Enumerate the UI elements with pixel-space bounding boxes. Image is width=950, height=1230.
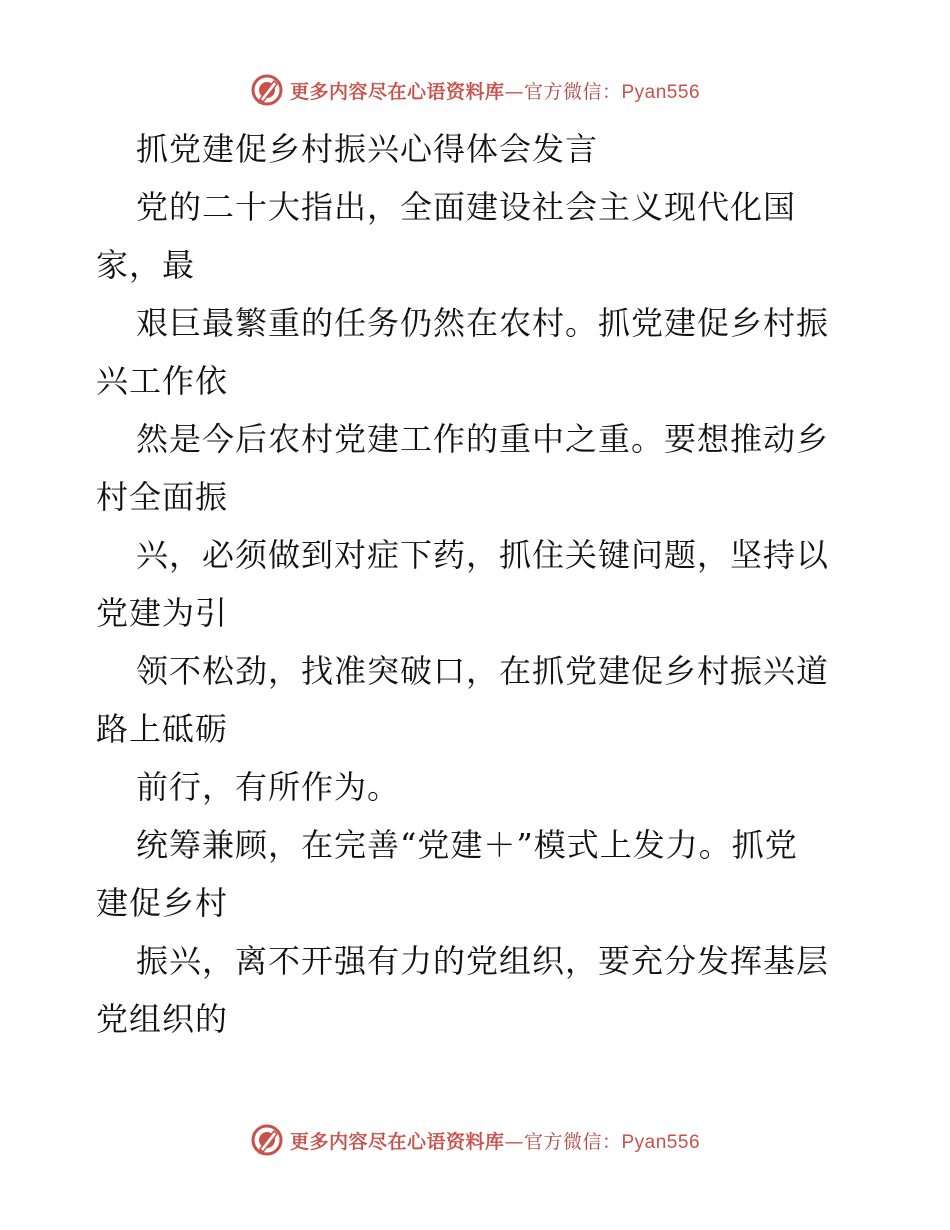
paragraph-line: 振兴，离不开强有力的党组织，要充分发挥基层 <box>136 942 830 980</box>
watermark-wechat-label: 官方微信： <box>523 1130 622 1153</box>
paragraph-line: 统筹兼顾，在完善“党建＋”模式上发力。抓党 <box>136 826 798 864</box>
paragraph-line: 党建为引 <box>96 594 229 632</box>
watermark-text <box>290 77 700 104</box>
paragraph-line: 党组织的 <box>96 1000 229 1038</box>
watermark-wechat-id: Pyan556 <box>621 81 701 103</box>
watermark-text <box>290 1127 700 1154</box>
watermark-dash: — <box>504 1130 524 1153</box>
watermark-dash: — <box>504 80 524 103</box>
watermark-wechat-label: 官方微信： <box>523 80 622 103</box>
pen-logo-icon <box>250 73 284 107</box>
paragraph-line: 建促乡村 <box>96 884 229 922</box>
pen-logo-icon <box>250 1123 284 1157</box>
footer-watermark <box>0 1120 950 1160</box>
watermark-wechat-id: Pyan556 <box>621 1131 701 1153</box>
paragraph-line: 家，最 <box>96 246 196 284</box>
watermark-main-text: 更多内容尽在心语资料库 <box>289 1130 505 1153</box>
document-body <box>96 120 856 1048</box>
paragraph-line: 兴，必须做到对症下药，抓住关键问题，坚持以 <box>136 536 830 574</box>
paragraph-line: 村全面振 <box>96 478 229 516</box>
paragraph-line: 然是今后农村党建工作的重中之重。要想推动乡 <box>136 420 830 458</box>
document-title: 抓党建促乡村振兴心得体会发言 <box>136 130 599 168</box>
paragraph-line: 艰巨最繁重的任务仍然在农村。抓党建促乡村振 <box>136 304 830 342</box>
watermark-main-text: 更多内容尽在心语资料库 <box>289 80 505 103</box>
paragraph-line: 路上砥砺 <box>96 710 229 748</box>
paragraph-line: 兴工作依 <box>96 362 229 400</box>
header-watermark <box>0 70 950 110</box>
paragraph-line: 党的二十大指出，全面建设社会主义现代化国 <box>136 188 797 226</box>
paragraph-line: 前行，有所作为。 <box>136 768 401 806</box>
paragraph-line: 领不松劲，找准突破口，在抓党建促乡村振兴道 <box>136 652 830 690</box>
